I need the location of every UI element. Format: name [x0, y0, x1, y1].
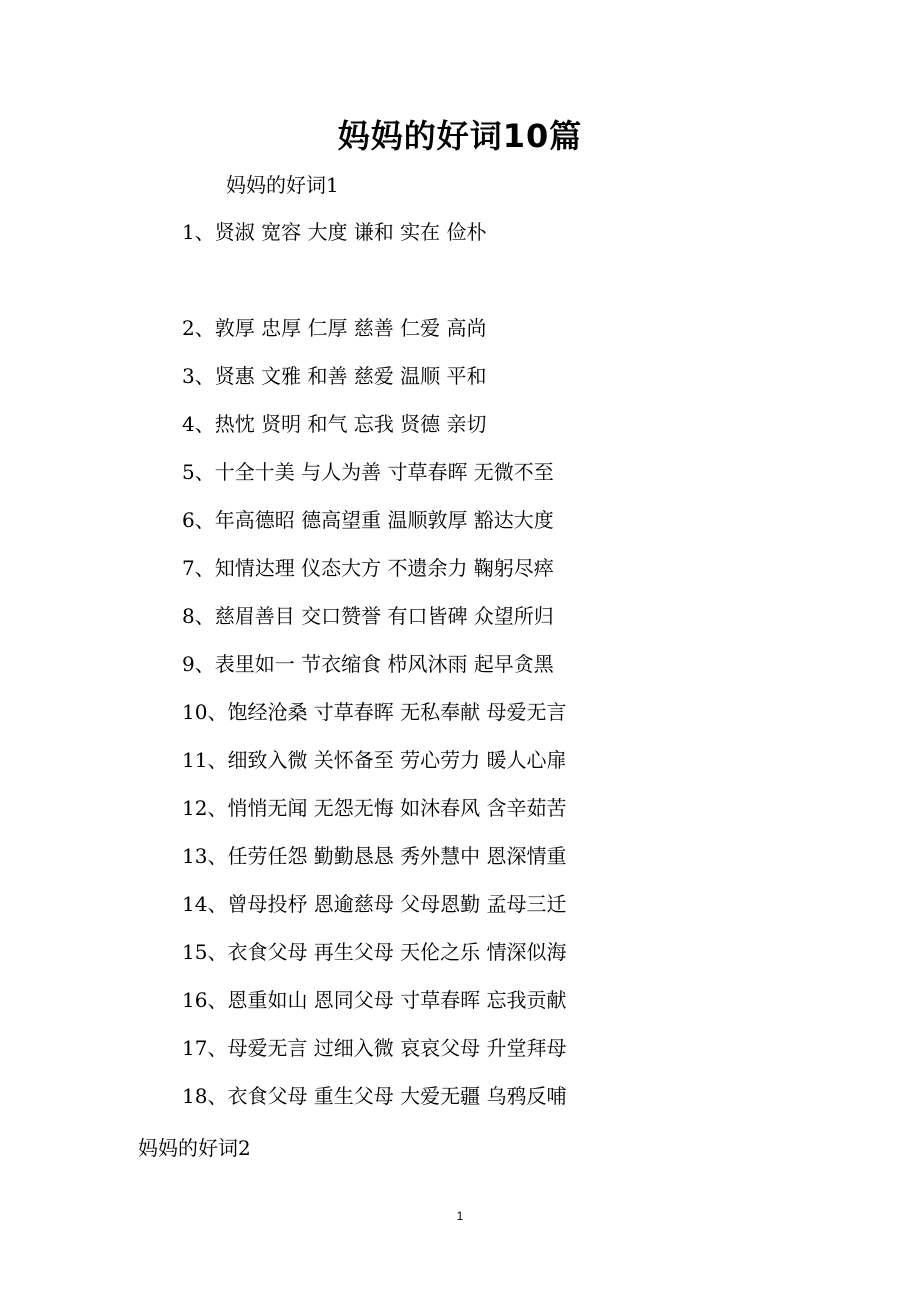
word-line: 6、年高德昭 德高望重 温顺敦厚 豁达大度 — [182, 508, 554, 532]
word-line: 10、饱经沧桑 寸草春晖 无私奉献 母爱无言 — [182, 700, 567, 724]
word-line: 8、慈眉善目 交口赞誉 有口皆碑 众望所归 — [182, 604, 554, 628]
word-line: 18、衣食父母 重生父母 大爱无疆 乌鸦反哺 — [182, 1084, 567, 1108]
word-line: 5、十全十美 与人为善 寸草春晖 无微不至 — [182, 460, 554, 484]
word-line: 7、知情达理 仪态大方 不遗余力 鞠躬尽瘁 — [182, 556, 554, 580]
word-line: 11、细致入微 关怀备至 劳心劳力 暖人心扉 — [182, 748, 567, 772]
word-line: 16、恩重如山 恩同父母 寸草春晖 忘我贡献 — [182, 988, 567, 1012]
section-heading-1: 妈妈的好词1 — [226, 173, 339, 197]
section-heading-2: 妈妈的好词2 — [138, 1136, 251, 1160]
word-line: 17、母爱无言 过细入微 哀哀父母 升堂拜母 — [182, 1036, 567, 1060]
word-line: 9、表里如一 节衣缩食 栉风沐雨 起早贪黑 — [182, 652, 554, 676]
word-line: 15、衣食父母 再生父母 天伦之乐 情深似海 — [182, 940, 567, 964]
word-line: 12、悄悄无闻 无怨无悔 如沐春风 含辛茹苦 — [182, 796, 567, 820]
word-line: 3、贤惠 文雅 和善 慈爱 温顺 平和 — [182, 364, 487, 388]
word-line: 13、任劳任怨 勤勤恳恳 秀外慧中 恩深情重 — [182, 844, 567, 868]
page-number: 1 — [456, 1209, 464, 1223]
word-line: 1、贤淑 宽容 大度 谦和 实在 俭朴 — [182, 220, 487, 244]
word-line: 2、敦厚 忠厚 仁厚 慈善 仁爱 高尚 — [182, 316, 487, 340]
word-line: 14、曾母投杼 恩逾慈母 父母恩勤 孟母三迁 — [182, 892, 567, 916]
word-line: 4、热忱 贤明 和气 忘我 贤德 亲切 — [182, 412, 487, 436]
word-list — [182, 216, 567, 1128]
document-title: 妈妈的好词10篇 — [337, 117, 583, 155]
